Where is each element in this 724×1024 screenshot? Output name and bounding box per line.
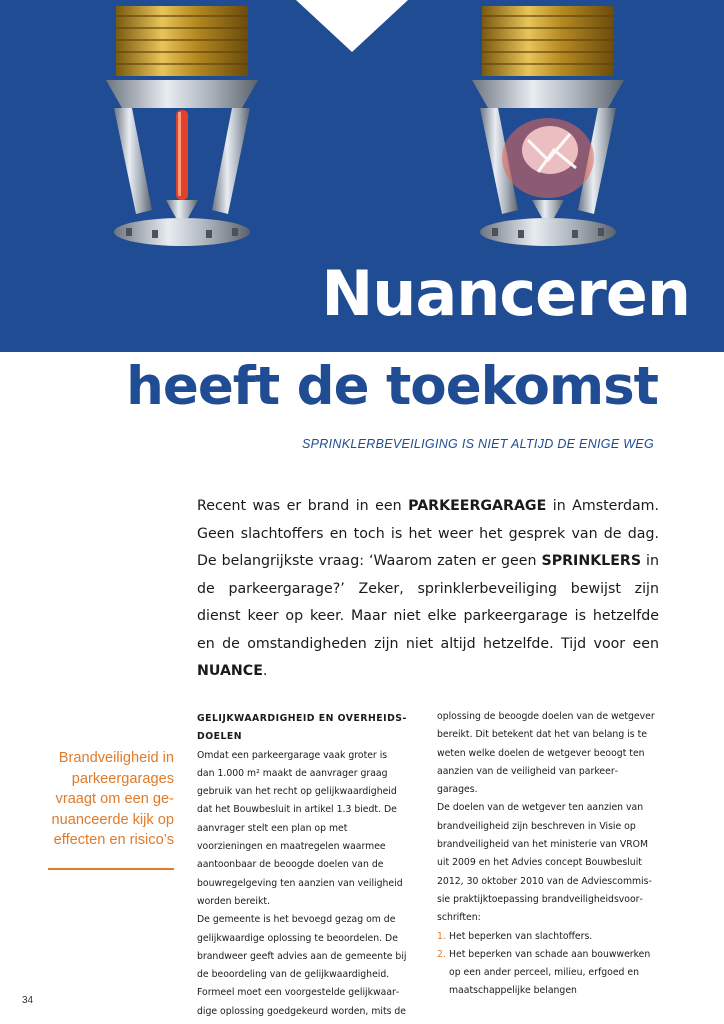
- pull-quote-rule: [48, 868, 174, 870]
- lead-text: .: [262, 663, 268, 679]
- section-heading-line: DOELEN: [197, 731, 243, 743]
- body-paragraph: oplossing de beoogde doelen van de wetgever bereikt. Dit betekent dat het van belang is te weten welke doelen de wetgever beoogt ten aanzien van de veiligheid van parkeergarages.: [437, 711, 655, 796]
- lead-keyword: PARKEERGARAGE: [408, 498, 547, 514]
- list-item-text: Het beperken van schade aan bouwwerken op een ander perceel, milieu, erfgoed en maatschappelijke belangen: [449, 948, 651, 997]
- lead-text: Recent was er brand in een: [197, 498, 409, 514]
- list-item-text: Het beperken van slachtoffers.: [449, 930, 593, 942]
- list-number: 1.: [437, 930, 446, 942]
- sprinkler-bursting-image: [458, 0, 638, 260]
- goals-list: [437, 928, 655, 1001]
- body-column-right: [437, 708, 655, 1001]
- pull-quote: Brandveiligheid in parkeergarages vraagt om een genuanceerde kijk op effecten en risico’s: [51, 750, 174, 848]
- headline-line-1: Nuanceren: [321, 257, 690, 330]
- body-paragraph: Omdat een parkeergarage vaak groter is dan 1.000 m² maakt de aanvrager graag gebruik van het recht op gelijkwaardigheid dat het Bouwbesluit in artikel 1.3 biedt. De aanvrager stelt een plan op met voorzieningen en maatregelen waarmee aantoonbaar de beoogde doelen van de bouwregelgeving ten aanzien van veiligheid worden bereikt.: [197, 749, 403, 907]
- lead-paragraph: [197, 493, 659, 686]
- list-item: [437, 946, 655, 1001]
- body-paragraph: De gemeente is het bevoegd gezag om de gelijkwaardige oplossing te beoordelen. De brandweer geeft advies aan de gemeente bij de beoordeling van de gelijkwaardigheid. Formeel moet een voorgestelde gelijkwaardige oplossing goedgekeurd worden, mits de: [197, 914, 407, 1017]
- lead-text: in Amsterdam. Geen slachtoffers en toch is het weer het gesprek van de dag. De belangrijkste vraag: ‘Waarom zaten er geen: [197, 498, 659, 569]
- lead-keyword: SPRINKLERS: [541, 553, 642, 569]
- section-heading-line: GELIJKWAARDIGHEID EN OVERHEIDS-: [197, 713, 407, 724]
- lead-text: in de parkeergarage?’ Zeker, sprinklerbeveiliging bewijst zijn dienst keer op keer. Maar niet elke parkeergarage is hetzelfde en de omstandigheden zijn niet altijd hetzelfde. Tijd voor een: [197, 553, 659, 652]
- body-column-left: [197, 710, 407, 1021]
- banner-notch: [296, 0, 408, 52]
- list-item: [437, 928, 655, 946]
- headline-line-2: heeft de toekomst: [126, 356, 658, 417]
- page-number: 34: [22, 995, 34, 1006]
- list-number: 2.: [437, 948, 446, 960]
- lead-keyword: NUANCE: [197, 663, 263, 679]
- body-paragraph: De doelen van de wetgever ten aanzien van brandveiligheid zijn beschreven in Visie op brandveiligheid van het ministerie van VROM uit 2009 en het Advies concept Bouwbesluit 2012, 30 oktober 2010 van de Adviescommissie praktijktoepassing brandveiligheidsvoorschriften:: [437, 802, 652, 924]
- subtitle: SPRINKLERBEVEILIGING IS NIET ALTIJD DE ENIGE WEG: [302, 437, 654, 451]
- section-heading: [197, 710, 407, 747]
- sprinkler-intact-image: [92, 0, 272, 260]
